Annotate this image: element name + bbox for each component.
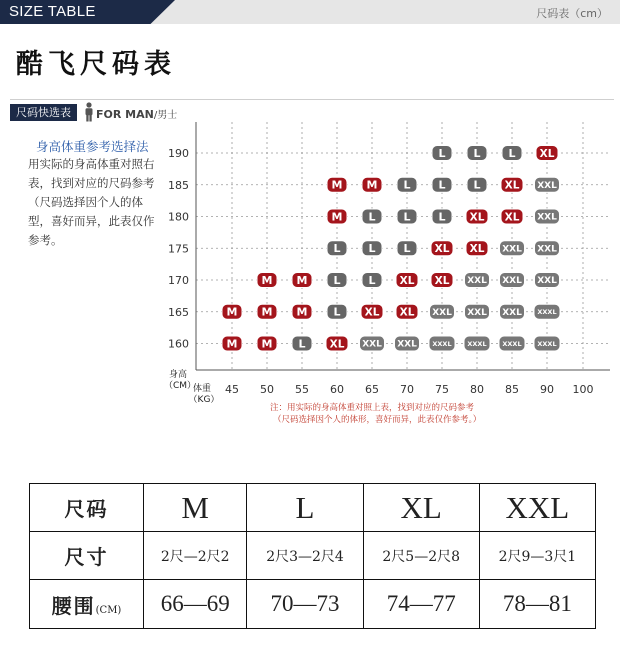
size-pill-label: M (226, 337, 238, 351)
size-pill-l (467, 146, 487, 161)
size-pill-xxl (535, 177, 560, 192)
size-pill-label: XXL (502, 244, 522, 255)
size-pill-l (327, 273, 347, 288)
size-pill-label: XL (539, 147, 555, 160)
size-pill-label: XL (364, 306, 380, 319)
size-cell: XXL (479, 484, 595, 532)
size-cell: M (144, 484, 247, 532)
size-pill-label: XXL (502, 307, 522, 318)
size-pill-xl (501, 177, 523, 192)
size-pill-m (257, 336, 277, 351)
x-tick-label: 60 (330, 383, 344, 396)
size-pill-label: L (368, 273, 376, 287)
side-description: 用实际的身高体重对照右表，找到对应的尺码参考（尺码选择因个人的体型，喜好而异，此表仅作参考。 (28, 157, 155, 247)
size-pill-label: XXL (537, 244, 557, 255)
size-pill-m (292, 304, 312, 319)
size-pill-label: XXL (432, 307, 452, 318)
size-pill-l (432, 146, 452, 161)
size-pill-label: L (368, 242, 376, 256)
size-pill-label: XXL (467, 276, 487, 287)
size-pill-label: L (368, 210, 376, 224)
size-pill-m (292, 273, 312, 288)
x-axis-unit: （KG） (188, 395, 220, 405)
waist-unit: (CM) (95, 604, 122, 616)
x-tick-label: 75 (435, 383, 449, 396)
size-pill-label: XL (504, 211, 520, 224)
size-pill-xxl (500, 241, 525, 256)
size-pill-l (327, 241, 347, 256)
size-pill-label: L (333, 273, 341, 287)
size-pill-label: XL (399, 306, 415, 319)
size-pill-label: L (333, 305, 341, 319)
size-pill-l (292, 336, 312, 351)
size-pill-label: XXXL (537, 339, 557, 348)
size-pill-xxl (500, 273, 525, 288)
size-pill-m (222, 336, 242, 351)
size-pill-m (222, 304, 242, 319)
side-heading: 身高体重参考选择法 (36, 139, 149, 154)
size-pill-xxxl (534, 336, 560, 351)
row-header-dimension: 尺寸 (30, 532, 144, 580)
size-pill-m (362, 177, 382, 192)
waist-cell: 74—77 (363, 580, 479, 629)
y-axis-label: 身高 (168, 370, 188, 380)
size-pill-l (467, 177, 487, 192)
size-pill-xxl (465, 304, 490, 319)
size-pill-label: XXL (537, 212, 557, 223)
size-pill-l (397, 241, 417, 256)
size-pill-label: XXL (537, 180, 557, 191)
size-pill-xl (536, 146, 558, 161)
size-pill-label: XL (399, 274, 415, 287)
waist-cell: 70—73 (247, 580, 363, 629)
size-pill-xl (501, 209, 523, 224)
waist-cell: 78—81 (479, 580, 595, 629)
size-pill-label: L (333, 242, 341, 256)
size-pill-label: XXXL (502, 339, 522, 348)
size-pill-l (397, 209, 417, 224)
size-pill-label: M (331, 178, 343, 192)
size-pill-label: M (261, 273, 273, 287)
size-pill-label: L (508, 146, 516, 160)
size-pill-xl (466, 241, 488, 256)
size-pill-m (327, 177, 347, 192)
y-tick-label: 170 (168, 274, 189, 287)
size-pill-xxxl (464, 336, 490, 351)
size-pill-xl (326, 336, 348, 351)
size-pill-label: L (403, 210, 411, 224)
size-pill-label: XL (469, 243, 485, 256)
chart-note (270, 402, 481, 426)
note-line-2: （尺码选择因个人的体形，喜好而异，此表仅作参考。） (273, 415, 482, 425)
y-axis-unit: （CM） (163, 381, 197, 391)
x-axis-label: 体重 (192, 384, 212, 394)
size-pill-xxl (430, 304, 455, 319)
size-pill-xxxl (429, 336, 455, 351)
size-pill-label: M (261, 337, 273, 351)
size-pill-xl (431, 273, 453, 288)
table-row (30, 580, 596, 629)
table-row (30, 484, 596, 532)
size-pill-label: XL (469, 211, 485, 224)
size-pill-label: L (298, 337, 306, 351)
note-line-1: 注：用实际的身高体重对照上表，找到对应的尺码参考 (270, 403, 475, 413)
size-pill-label: L (438, 178, 446, 192)
size-pill-l (397, 177, 417, 192)
header-title: SIZE TABLE (9, 3, 96, 20)
size-pill-label: M (296, 273, 308, 287)
size-pill-label: L (473, 178, 481, 192)
x-tick-label: 85 (505, 383, 519, 396)
size-cell: L (247, 484, 363, 532)
size-pill-l (502, 146, 522, 161)
size-pill-label: XXL (362, 339, 382, 350)
size-pill-label: L (473, 146, 481, 160)
row-header-size: 尺码 (30, 484, 144, 532)
size-pill-m (257, 273, 277, 288)
size-pill-label: XXL (467, 307, 487, 318)
size-pill-label: XL (434, 274, 450, 287)
size-pill-l (362, 209, 382, 224)
size-pill-label: M (296, 305, 308, 319)
size-pill-label: M (226, 305, 238, 319)
size-pill-label: M (331, 210, 343, 224)
size-pill-label: XXL (397, 339, 417, 350)
size-pill-label: XXXL (537, 308, 557, 317)
size-pill-label: XXXL (432, 339, 452, 348)
size-pill-label: XXL (537, 276, 557, 287)
page-title: 酷飞尺码表 (16, 49, 176, 80)
size-pill-xxl (535, 241, 560, 256)
size-pill-label: L (438, 210, 446, 224)
size-pill-xxxl (499, 336, 525, 351)
header-right-label: 尺码表（cm） (536, 7, 608, 20)
x-tick-label: 65 (365, 383, 379, 396)
x-tick-label: 55 (295, 383, 309, 396)
size-pill-xl (396, 304, 418, 319)
size-pill-l (362, 241, 382, 256)
size-pill-label: XL (434, 243, 450, 256)
size-pill-xxl (360, 336, 385, 351)
gender-label: FOR MAN/男士 (96, 108, 178, 121)
y-tick-label: 175 (168, 242, 189, 256)
dimension-cell: 2尺9—3尺1 (479, 532, 595, 580)
size-pill-xxl (465, 273, 490, 288)
size-pill-xxl (500, 304, 525, 319)
size-pill-l (432, 177, 452, 192)
y-tick-label: 165 (168, 305, 189, 319)
size-cell: XL (363, 484, 479, 532)
size-pill-xl (466, 209, 488, 224)
size-pill-label: XXXL (467, 339, 487, 348)
size-pill-label: L (438, 146, 446, 160)
dimension-cell: 2尺5—2尺8 (363, 532, 479, 580)
dimension-cell: 2尺3—2尺4 (247, 532, 363, 580)
size-pill-xl (361, 304, 383, 319)
size-pill-xxxl (534, 304, 560, 319)
size-pill-label: XL (329, 338, 345, 351)
size-pill-label: XXL (502, 276, 522, 287)
x-tick-label: 70 (400, 383, 414, 396)
size-pill-m (257, 304, 277, 319)
waist-cell: 66—69 (144, 580, 247, 629)
x-tick-label: 50 (260, 383, 274, 396)
row-header-waist: 腰围(CM) (30, 580, 144, 629)
size-pill-label: XL (504, 179, 520, 192)
x-tick-label: 45 (225, 383, 239, 396)
size-pill-xxl (535, 273, 560, 288)
y-tick-label: 190 (168, 147, 189, 160)
y-tick-label: 180 (168, 210, 189, 224)
x-tick-label: 100 (572, 383, 594, 396)
size-pill-label: M (261, 305, 273, 319)
size-pill-xxl (395, 336, 420, 351)
quick-select-tab: 尺码快选表 (10, 104, 77, 121)
size-pill-l (432, 209, 452, 224)
size-pill-xxl (535, 209, 560, 224)
size-pill-xl (396, 273, 418, 288)
size-pill-label: L (403, 178, 411, 192)
table-row (30, 532, 596, 580)
size-pill-xl (431, 241, 453, 256)
size-spec-table (29, 483, 596, 629)
size-pill-l (327, 304, 347, 319)
size-pill-label: M (366, 178, 378, 192)
y-tick-label: 185 (168, 178, 189, 192)
y-tick-label: 160 (168, 337, 189, 351)
size-pill-label: L (403, 242, 411, 256)
size-pill-l (362, 273, 382, 288)
size-pill-m (327, 209, 347, 224)
dimension-cell: 2尺—2尺2 (144, 532, 247, 580)
x-tick-label: 80 (470, 383, 484, 396)
x-tick-label: 90 (540, 383, 554, 396)
